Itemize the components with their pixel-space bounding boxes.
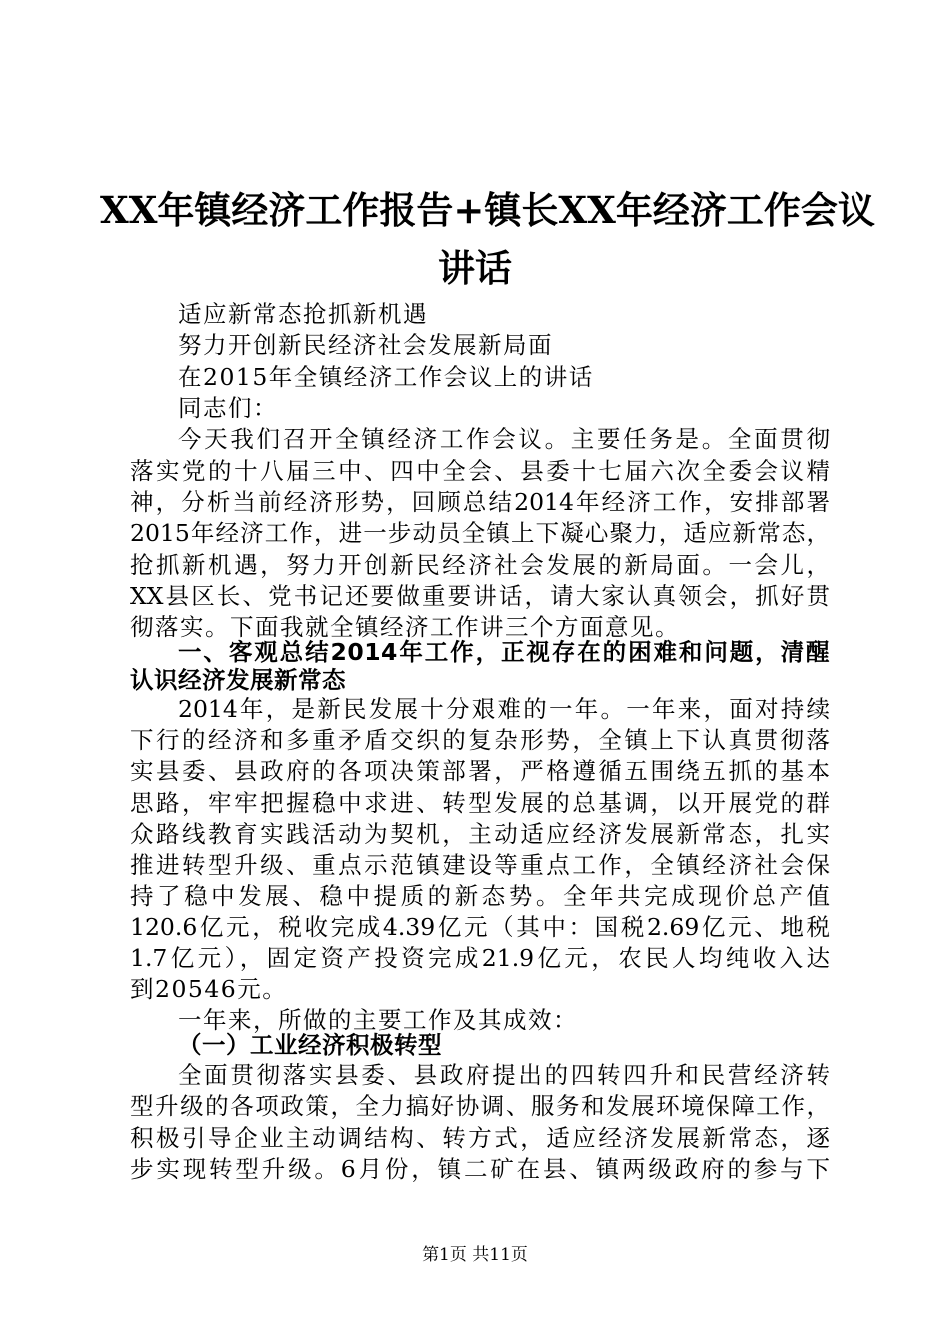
paragraph-line: 众路线教育实践活动为契机，主动适应经济发展新常态，扎实 (130, 820, 830, 848)
subtitle-line: 在2015年全镇经济工作会议上的讲话 (178, 363, 594, 391)
paragraph-line: XX县区长、党书记还要做重要讲话，请大家认真领会，抓好贯 (130, 582, 830, 610)
paragraph-line: 步实现转型升级。6月份，镇二矿在县、镇两级政府的参与下 (130, 1155, 830, 1183)
paragraph-line: 全面贯彻落实县委、县政府提出的四转四升和民营经济转 (178, 1061, 830, 1089)
paragraph-line: 一年来，所做的主要工作及其成效： (178, 1006, 578, 1034)
paragraph-line: 型升级的各项政策，全力搞好协调、服务和发展环境保障工作， (130, 1092, 830, 1120)
paragraph-line: 到20546元。 (130, 975, 288, 1003)
document-title: XX年镇经济工作报告+镇长XX年经济工作会议 (100, 188, 875, 232)
paragraph-line: 抢抓新机遇，努力开创新民经济社会发展的新局面。一会儿， (130, 551, 830, 579)
paragraph-line: 2014年，是新民发展十分艰难的一年。一年来，面对持续 (178, 695, 830, 723)
paragraph-line: 持了稳中发展、稳中提质的新态势。全年共完成现价总产值 (130, 882, 830, 910)
subtitle-line: 适应新常态抢抓新机遇 (178, 300, 428, 328)
paragraph-line: 彻落实。下面我就全镇经济工作讲三个方面意见。 (130, 613, 680, 641)
document-title-continued: 讲话 (438, 246, 512, 290)
paragraph-line: 实县委、县政府的各项决策部署，严格遵循五围绕五抓的基本 (130, 757, 830, 785)
paragraph-line: 1.7亿元），固定资产投资完成21.9亿元，农民人均纯收入达 (130, 944, 830, 972)
paragraph-line: 120.6亿元，税收完成4.39亿元（其中：国税2.69亿元、地税 (130, 913, 830, 941)
subtitle-line: 努力开创新民经济社会发展新局面 (178, 331, 553, 359)
section-heading: 认识经济发展新常态 (130, 666, 346, 694)
paragraph-line: 落实党的十八届三中、四中全会、县委十七届六次全委会议精 (130, 457, 830, 485)
section-heading: 一、客观总结2014年工作，正视存在的困难和问题，清醒 (178, 638, 830, 666)
paragraph-line: 推进转型升级、重点示范镇建设等重点工作，全镇经济社会保 (130, 851, 830, 879)
page-footer: 第1页 共11页 (422, 1245, 528, 1265)
salutation: 同志们： (178, 394, 278, 422)
paragraph-line: 下行的经济和多重矛盾交织的复杂形势，全镇上下认真贯彻落 (130, 726, 830, 754)
paragraph-line: 2015年经济工作，进一步动员全镇上下凝心聚力，适应新常态， (130, 519, 830, 547)
paragraph-line: 积极引导企业主动调结构、转方式，适应经济发展新常态，逐 (130, 1124, 830, 1152)
paragraph-line: 今天我们召开全镇经济工作会议。主要任务是。全面贯彻 (178, 425, 830, 453)
paragraph-line: 思路，牢牢把握稳中求进、转型发展的总基调，以开展党的群 (130, 789, 830, 817)
paragraph-line: 神，分析当前经济形势，回顾总结2014年经济工作，安排部署 (130, 488, 830, 516)
subsection-heading: （一）工业经济积极转型 (178, 1031, 442, 1059)
